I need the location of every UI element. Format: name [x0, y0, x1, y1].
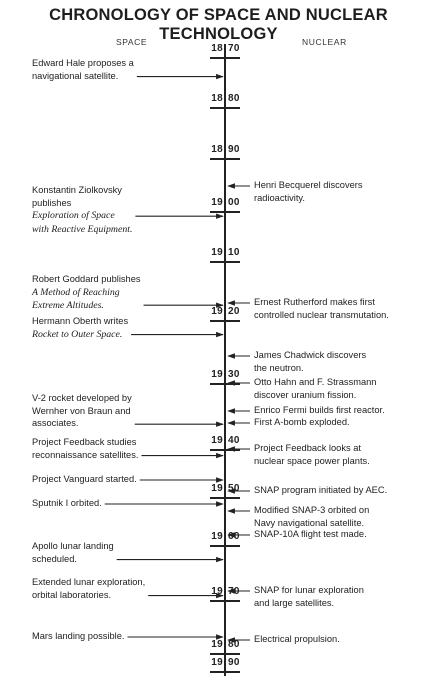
space-event	[32, 497, 102, 510]
event-text: orbital laboratories.	[32, 589, 112, 600]
space-event	[32, 436, 138, 461]
event-text: Project Feedback studies	[32, 437, 137, 447]
nuclear-event	[254, 528, 367, 541]
year-decade: 40	[228, 435, 240, 446]
chart-title: CHRONOLOGY OF SPACE AND NUCLEAR TECHNOLOGY	[49, 6, 388, 43]
event-text: publishes	[32, 197, 72, 208]
event-text-italic: Exploration of Space	[32, 210, 115, 222]
year-decade: 20	[228, 306, 240, 317]
year-century: 19	[211, 586, 223, 597]
event-text: Konstantin Ziolkovsky	[32, 185, 122, 195]
event-text: Navy navigational satellite.	[254, 517, 365, 528]
nuclear-event	[254, 349, 366, 374]
event-text	[32, 209, 132, 223]
nuclear-event	[254, 376, 376, 401]
year-century: 19	[211, 197, 223, 208]
event-text-italic: A Method of Reaching	[32, 286, 120, 298]
event-text-italic: Rocket to Outer Space.	[32, 328, 123, 340]
year-decade: 30	[228, 369, 240, 380]
year-century: 19	[211, 483, 223, 494]
year-decade: 50	[228, 483, 240, 494]
event-text: Electrical propulsion.	[254, 634, 340, 644]
event-text: Modified SNAP-3 orbited on	[254, 505, 370, 515]
space-event	[32, 576, 145, 601]
event-text	[32, 286, 141, 300]
event-text: the neutron.	[254, 362, 304, 373]
year-century: 19	[211, 247, 223, 258]
event-text: Mars landing possible.	[32, 631, 125, 641]
nuclear-column-header: NUCLEAR	[302, 37, 347, 47]
space-event	[32, 540, 114, 565]
nuclear-event	[254, 179, 363, 204]
year-decade: 00	[228, 197, 240, 208]
year-decade: 70	[228, 43, 240, 54]
event-text: Enrico Fermi builds first reactor.	[254, 405, 385, 415]
event-text: Sputnik I orbited.	[32, 498, 102, 508]
year-decade: 60	[228, 531, 240, 542]
event-text: reconnaissance satellites.	[32, 449, 139, 460]
event-text: associates.	[32, 418, 79, 429]
event-text: Project Feedback looks at	[254, 443, 361, 453]
event-text: controlled nuclear transmutation.	[254, 309, 389, 320]
nuclear-event	[254, 442, 370, 467]
nuclear-event	[254, 296, 389, 321]
event-text: nuclear space power plants.	[254, 455, 370, 466]
year-century: 19	[211, 639, 223, 650]
year-century: 18	[211, 43, 223, 54]
event-text: discover uranium fission.	[254, 389, 357, 400]
event-text: radioactivity.	[254, 192, 305, 203]
event-text: Project Vanguard started.	[32, 474, 137, 484]
event-text: SNAP program initiated by AEC.	[254, 485, 388, 495]
nuclear-event	[254, 633, 340, 646]
event-text: SNAP-10A flight test made.	[254, 529, 367, 539]
year-century: 19	[211, 306, 223, 317]
nuclear-event	[254, 584, 364, 609]
event-text: Ernest Rutherford makes first	[254, 297, 375, 307]
event-text: and large satellites.	[254, 597, 335, 608]
event-text: Henri Becquerel discovers	[254, 180, 363, 190]
year-decade: 80	[228, 639, 240, 650]
nuclear-event	[254, 504, 369, 529]
space-event	[32, 273, 141, 313]
event-text: Wernher von Braun and	[32, 405, 131, 416]
event-text: Extended lunar exploration,	[32, 577, 146, 587]
event-text: First A-bomb exploded.	[254, 417, 350, 427]
year-century: 19	[211, 531, 223, 542]
year-decade: 70	[228, 586, 240, 597]
year-decade: 90	[228, 657, 240, 668]
event-text: Otto Hahn and F. Strassmann	[254, 377, 377, 387]
space-event	[32, 630, 125, 643]
event-text: Apollo lunar landing	[32, 541, 114, 551]
year-decade: 80	[228, 93, 240, 104]
year-decade: 90	[228, 144, 240, 155]
space-event	[32, 315, 128, 341]
year-decade: 10	[228, 247, 240, 258]
year-century: 18	[211, 93, 223, 104]
event-text: scheduled.	[32, 553, 77, 564]
year-century: 18	[211, 144, 223, 155]
event-text: Robert Goddard publishes	[32, 274, 141, 284]
event-text: SNAP for lunar exploration	[254, 585, 364, 595]
space-event	[32, 184, 132, 236]
event-text	[32, 223, 132, 237]
year-century: 19	[211, 657, 223, 668]
event-text: navigational satellite.	[32, 70, 119, 81]
year-century: 19	[211, 369, 223, 380]
event-text-italic: with Reactive Equipment.	[32, 223, 133, 235]
space-event	[32, 392, 132, 430]
event-text	[32, 328, 128, 342]
nuclear-event	[254, 416, 350, 429]
event-text	[32, 299, 141, 313]
event-text: Edward Hale proposes a	[32, 58, 134, 68]
event-text-italic: Extreme Altitudes.	[32, 300, 104, 312]
nuclear-event	[254, 404, 385, 417]
event-text: V-2 rocket developed by	[32, 393, 132, 403]
space-event	[32, 473, 137, 486]
event-text: Hermann Oberth writes	[32, 316, 129, 326]
event-text: James Chadwick discovers	[254, 350, 367, 360]
nuclear-event	[254, 484, 387, 497]
space-event	[32, 57, 134, 82]
space-column-header: SPACE	[116, 37, 148, 47]
year-century: 19	[211, 435, 223, 446]
